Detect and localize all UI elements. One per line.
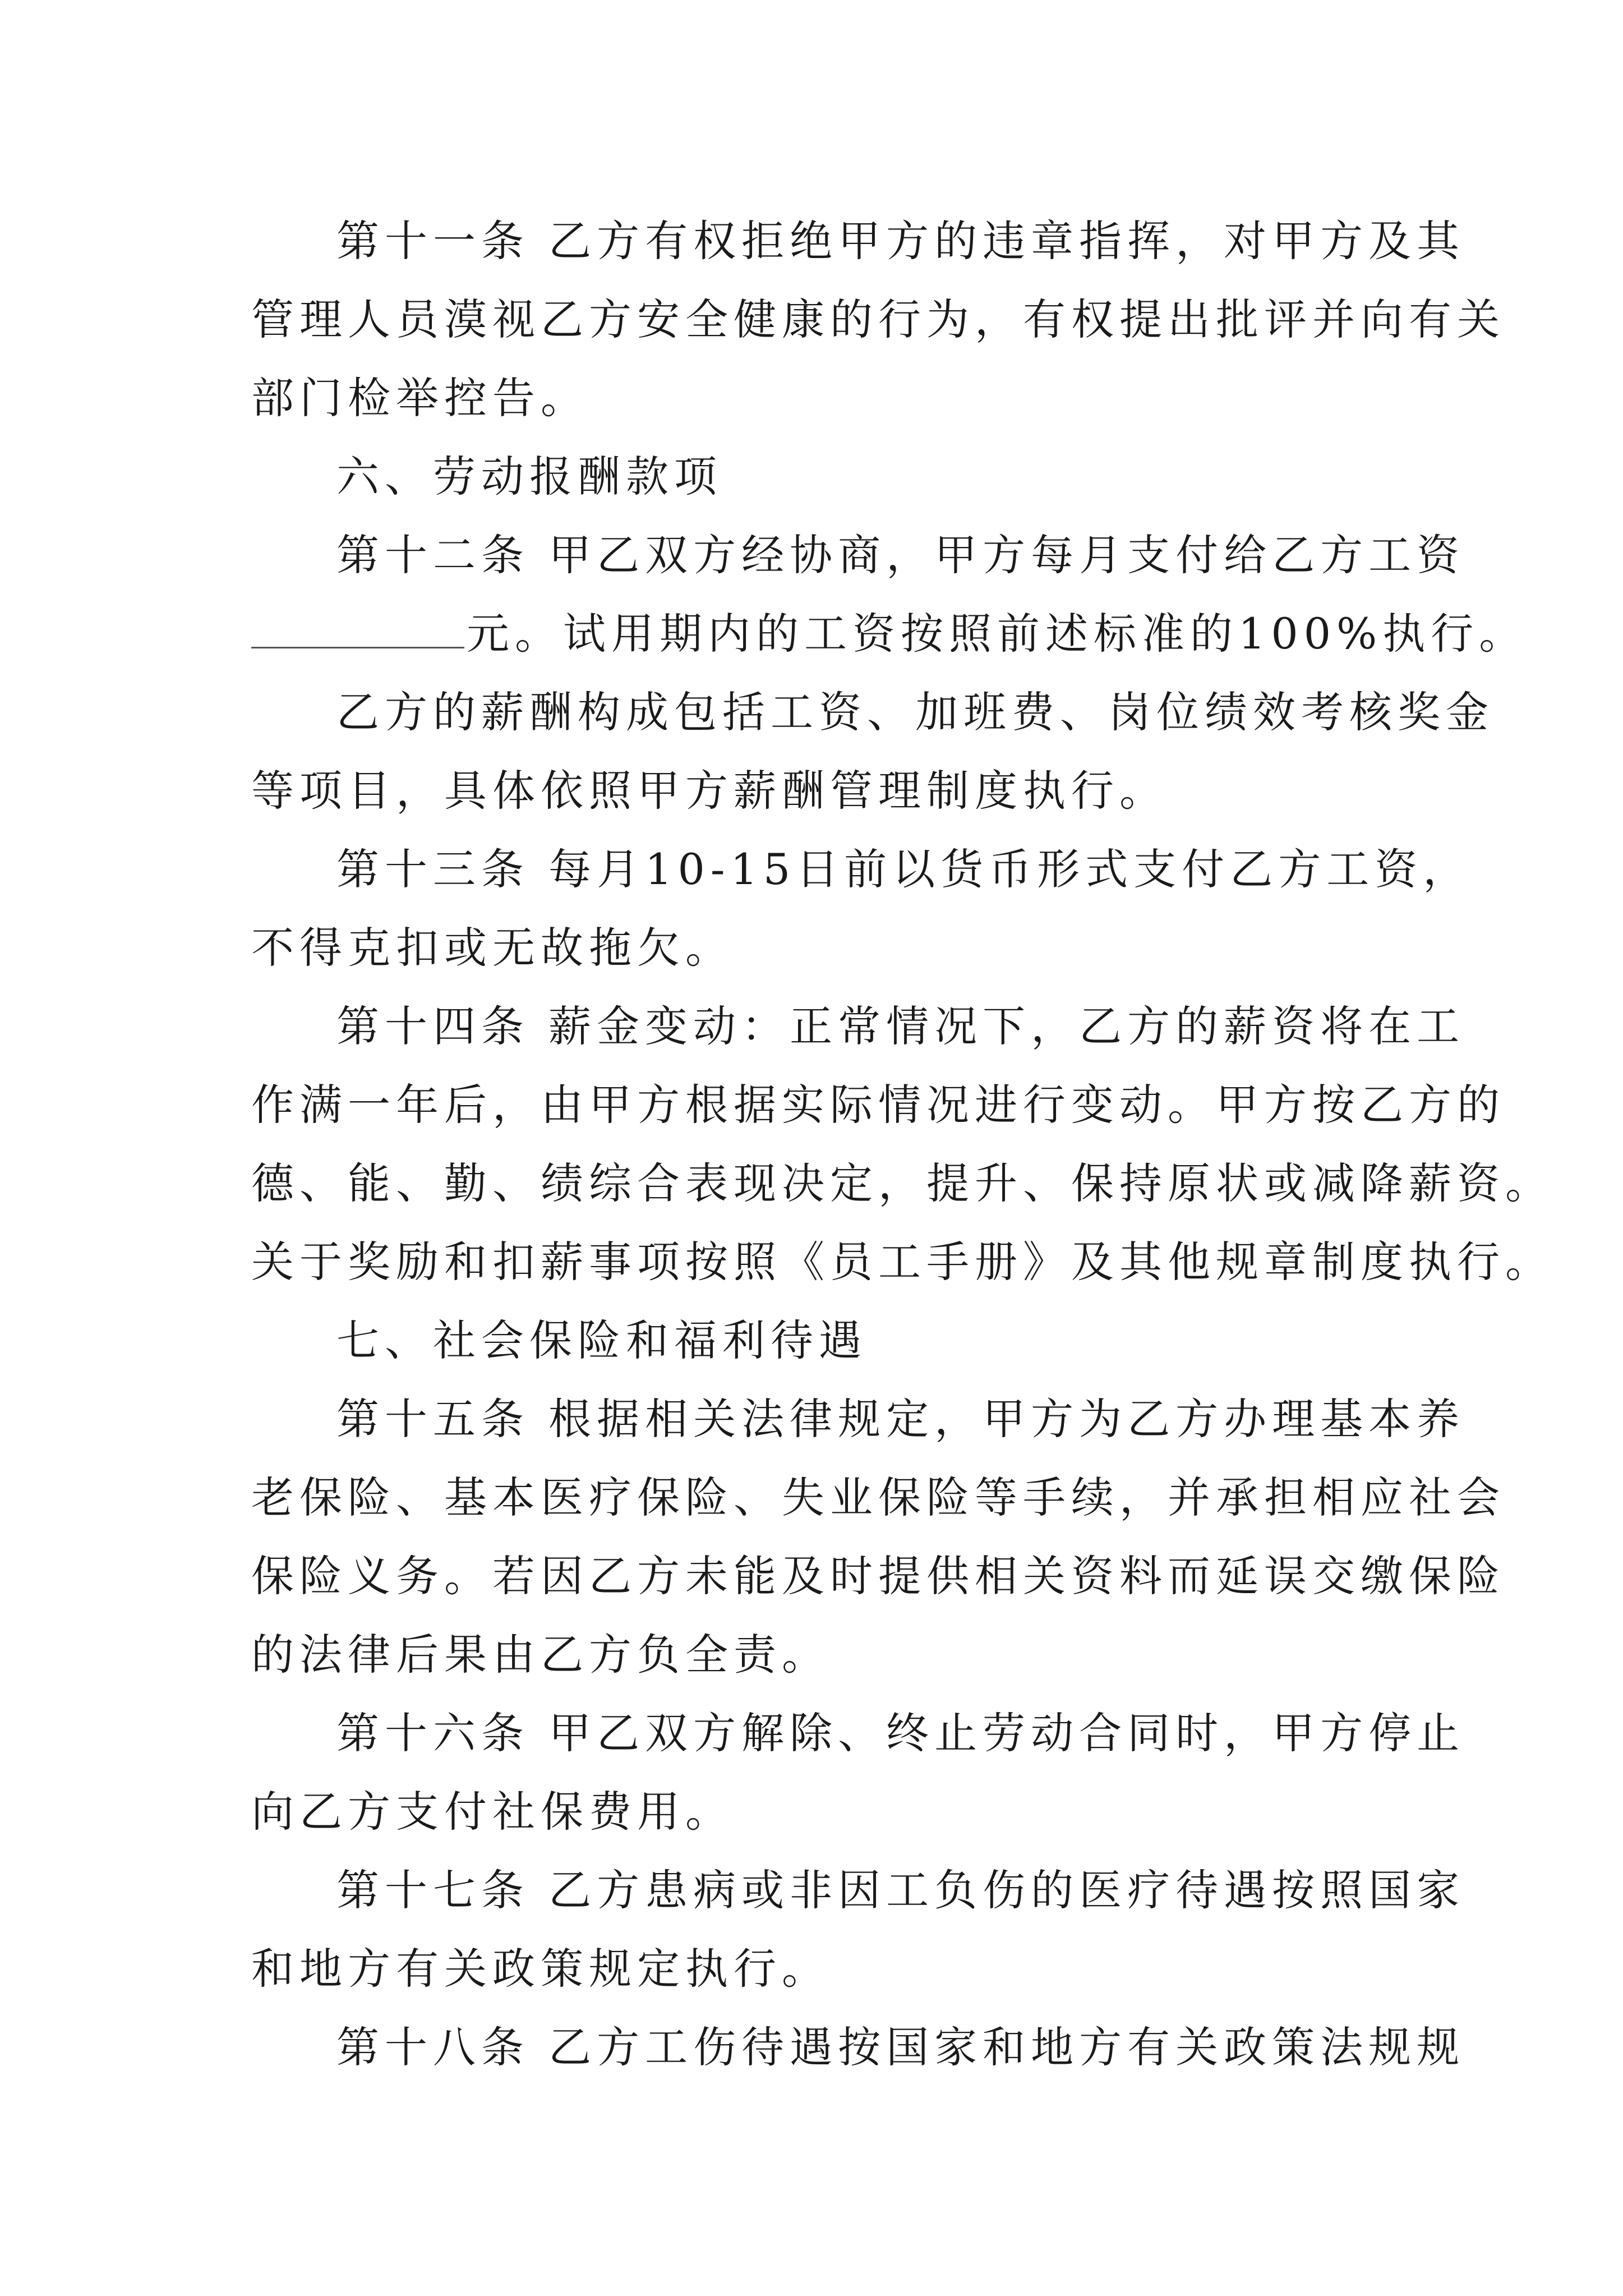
salary-structure-line-1: 乙方的薪酬构成包括工资、加班费、岗位绩效考核奖金 xyxy=(336,687,1494,737)
article-18-line-1: 第十八条 乙方工伤待遇按国家和地方有关政策法规规 xyxy=(336,2022,1465,2072)
article-16-line-2: 向乙方支付社保费用。 xyxy=(251,1787,734,1837)
article-13-line-2: 不得克扣或无故拖欠。 xyxy=(251,923,734,973)
article-12-line-2-text: 元。试用期内的工资按照前述标准的100%执行。 xyxy=(467,609,1528,659)
article-12-line-1: 第十二条 甲乙双方经协商，甲方每月支付给乙方工资 xyxy=(336,530,1465,580)
article-17-line-1: 第十七条 乙方患病或非因工负伤的医疗待遇按照国家 xyxy=(336,1865,1465,1915)
article-12-line-2 xyxy=(251,595,1528,673)
article-13-line-1: 第十三条 每月10-15日前以货币形式支付乙方工资， xyxy=(336,844,1472,894)
article-14-line-4: 关于奖励和扣薪事项按照《员工手册》及其他规章制度执行。 xyxy=(251,1237,1553,1287)
article-14-line-3: 德、能、勤、绩综合表现决定，提升、保持原状或减降薪资。 xyxy=(251,1158,1553,1208)
article-15-line-3: 保险义务。若因乙方未能及时提供相关资料而延误交缴保险 xyxy=(251,1551,1505,1601)
document-body xyxy=(251,202,1553,2087)
article-15-line-4: 的法律后果由乙方负全责。 xyxy=(251,1630,830,1680)
article-15-line-1: 第十五条 根据相关法律规定，甲方为乙方办理基本养 xyxy=(336,1394,1465,1444)
salary-structure-line-2: 等项目，具体依照甲方薪酬管理制度执行。 xyxy=(251,766,1168,816)
article-17-line-2: 和地方有关政策规定执行。 xyxy=(251,1944,830,1994)
article-11-line-3: 部门检举控告。 xyxy=(251,373,589,423)
article-14-line-1: 第十四条 薪金变动：正常情况下，乙方的薪资将在工 xyxy=(336,1001,1465,1051)
article-11-line-2: 管理人员漠视乙方安全健康的行为，有权提出批评并向有关 xyxy=(251,295,1505,344)
article-15-line-2: 老保险、基本医疗保险、失业保险等手续，并承担相应社会 xyxy=(251,1473,1505,1522)
article-14-line-2: 作满一年后，由甲方根据实际情况进行变动。甲方按乙方的 xyxy=(251,1080,1505,1130)
article-16-line-1: 第十六条 甲乙双方解除、终止劳动合同时，甲方停止 xyxy=(336,1708,1465,1758)
salary-blank-field xyxy=(251,608,464,648)
section-7-heading: 七、社会保险和福利待遇 xyxy=(336,1315,867,1365)
section-6-heading: 六、劳动报酬款项 xyxy=(336,452,722,501)
article-11-line-1: 第十一条 乙方有权拒绝甲方的违章指挥，对甲方及其 xyxy=(336,216,1465,266)
